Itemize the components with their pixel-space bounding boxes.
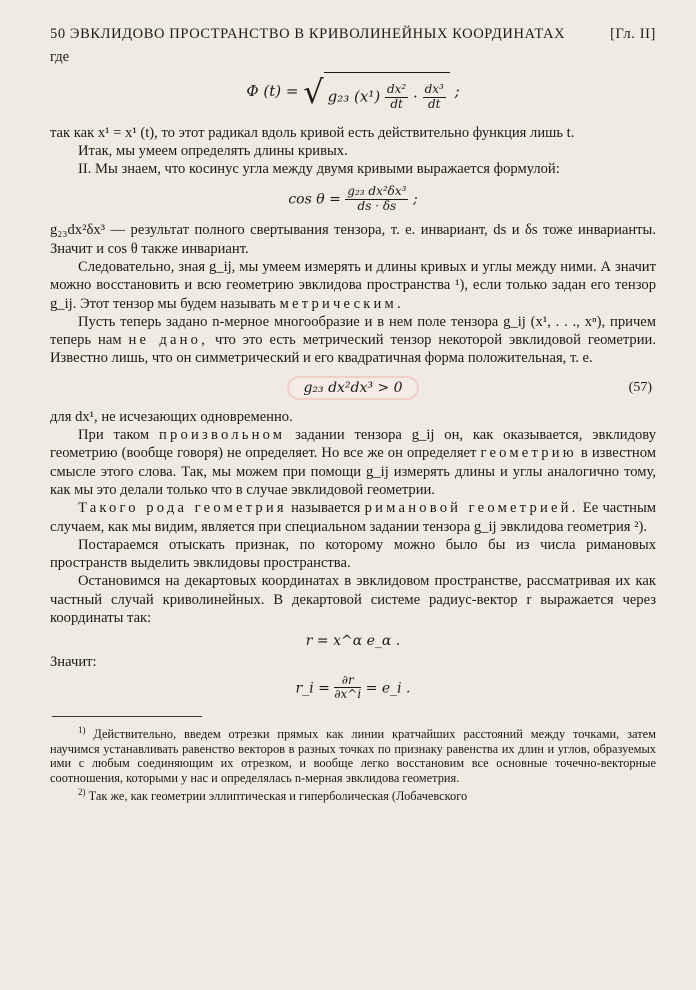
spaced-such-geometry: Такого рода геометрия xyxy=(78,500,287,517)
running-header xyxy=(50,26,656,48)
paragraph-3: II. Мы знаем, что косинус угла между двумя кривыми выражается формулой: xyxy=(78,161,560,178)
header-title: 50 ЭВКЛИДОВО ПРОСТРАНСТВО В КРИВОЛИНЕЙНЫХ КООРДИНАТАХ xyxy=(50,26,566,42)
paragraph-5: Следовательно, зная g_ij, мы умеем измерять и длины кривых и углы между ними. А значит можно восстановить и всю геометрию эвклидова пространства ¹), если только задан его тензор g_ij. Этот тензор мы будем называть метрическим. xyxy=(50,258,656,312)
formula-phi-lhs: Φ (t) = xyxy=(246,82,299,101)
paragraph-11: Остановимся на декартовых координатах в эвклидовом пространстве, рассматривая их как частный случай криволинейных. В декартовой системе радиус-вектор r выражается через координаты так: xyxy=(50,573,656,627)
formula-cos-lhs: cos θ = xyxy=(288,191,341,208)
spaced-not-given: не дано, xyxy=(128,332,209,349)
frac-dx2-dt: $\frac{\text{dx²}}{dt}$ xyxy=(386,82,407,112)
formula-ri xyxy=(50,674,656,703)
paragraph-4: g₂₃dx²δx³ — результат полного свертывания тензора, т. е. инвариант, ds и δs тоже инварианты. Значит и cos θ также инвариант. xyxy=(50,222,656,257)
formula-ri-tail: = e_i . xyxy=(365,679,411,696)
paragraph-7: для dx¹, не исчезающих одновременно. xyxy=(50,408,293,425)
formula-57 xyxy=(50,378,656,398)
paragraph-12: Значит: xyxy=(50,654,97,671)
formula-phi-tail: ; xyxy=(454,82,460,101)
formula-phi xyxy=(50,72,656,112)
sqrt-sign: √ xyxy=(303,73,324,112)
frac-cos: $\frac{\text{g₂₃ dx²δx³}}{ds \cdot \delta s}$ xyxy=(347,183,407,213)
footnote-1: $^{1)}$ Действительно, введем отрезки прямых как линии кратчайших расстояний между точками, затем научимся устанавливать равенство векторов в разных точках по признаку равенства их длин и углов, образуемых ими с любым соединяющим их отрезком, и вообще легко восстановим все основные точечно-векторные соотношения, которыми у нас и определялась n-мерная эвклидова геометрия. xyxy=(50,725,656,785)
paragraph-2: Итак, мы умеем определять длины кривых. xyxy=(78,143,348,160)
formula-cos-tail: ; xyxy=(412,191,418,208)
equation-number: (57) xyxy=(628,379,652,395)
paragraph-gde: где xyxy=(50,49,70,65)
formula-phi-body: g₂₃ (x¹) xyxy=(327,87,381,106)
footnote-2: $^{2)}$ Так же, как геометрии эллиптическая и гиперболическая (Лобачевского xyxy=(78,786,468,804)
spaced-riemannian: римановой геометрией. xyxy=(364,500,579,517)
formula-ri-lhs: r_i = xyxy=(295,679,330,696)
formula-cos xyxy=(50,185,656,214)
highlighted-inequality: g₂₃ dx²dx³ > 0 xyxy=(289,378,416,398)
paragraph-9: Такого рода геометрия называется римановой геометрией. Ее частным случаем, как мы видим, является при специальном задании тензора g_ij эвклидова геометрия ²). xyxy=(50,500,656,535)
paragraph-10: Постараемся отыскать признак, по которому можно было бы из числа римановых пространств выделить эвклидовы пространства. xyxy=(50,536,656,572)
paragraph-1: так как x¹ = x¹ (t), то этот радикал вдоль кривой есть действительно функция лишь t. xyxy=(50,124,575,141)
frac-dr-dxi: $\frac{\partial r}{\partial x\^{}i}$ xyxy=(334,672,362,702)
footnote-rule xyxy=(52,716,202,717)
formula-r: r = x^α e_α . xyxy=(305,633,401,650)
spaced-metric: метрическим. xyxy=(279,295,404,312)
paragraph-6: Пусть теперь задано n-мерное многообразие и в нем поле тензора g_ij (x¹, . . ., xⁿ), причем теперь нам не дано, что это есть метрический тензор некоторой эвклидовой геометрии. Известно лишь, что он симметрический и его квадратичная форма положительная, т. е. xyxy=(50,313,656,367)
frac-dx3-dt: $\frac{\text{dx³}}{dt}$ xyxy=(424,82,444,112)
paragraph-8: При таком произвольном задании тензора g_ij он, как оказывается, эвклидову геометрию (вообще говоря) не определяет. Но все же он определяет геометрию в известном смысле этого слова. Так, мы можем при помощи g_ij измерять длины и углы аналогично тому, как мы это делали только что в случае эвклидовой геометрии. xyxy=(50,427,656,498)
spaced-geometry: геометрию xyxy=(480,445,577,462)
spaced-arbitrary: произвольном xyxy=(158,427,286,444)
header-chapter: [Гл. II] xyxy=(610,26,656,42)
radicand: g₂₃ (x¹) $\frac{\text{dx²}}{dt}$ · $\frac{\text{dx³}}{dt}$ xyxy=(324,72,450,112)
